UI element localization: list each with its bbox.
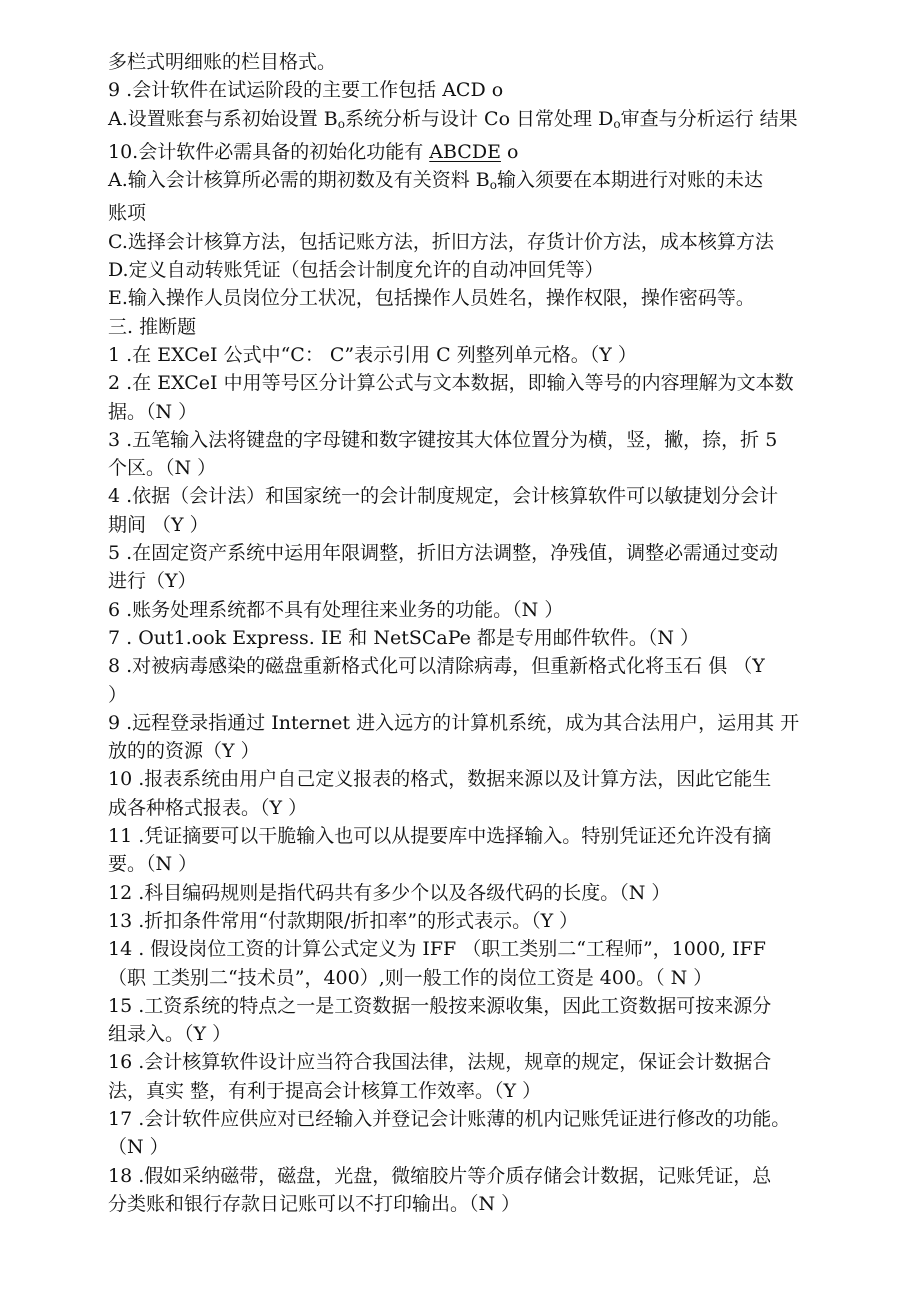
question-10-option-d: D.定义自动转账凭证（包括会计制度允许的自动冲回凭等） [108,259,604,282]
question-10: 10.会计软件必需具备的初始化功能有 ABCDE o [108,140,519,163]
judgment-6: 6 .账务处理系统都不具有处理往来业务的功能。（N ） [108,598,564,621]
text-line: 多栏式明细账的栏目格式。 [108,51,337,73]
judgment-4: 4 .依据（会计法）和国家统一的会计制度规定，会计核算软件可以敏捷划分会计 [108,485,779,508]
text-line: 个区。（N ） [108,457,217,480]
judgment-9: 9 .远程登录指通过 Internet 进入远方的计算机系统，成为其合法用户，运用其 开 [108,711,800,734]
judgment-2: 2 .在 EXCeI 中用等号区分计算公式与文本数据，即输入等号的内容理解为文本数 [108,372,794,395]
judgment-17: 17 .会计软件应供应对已经输入并登记会计账薄的机内记账凭证进行修改的功能。 [108,1107,791,1130]
judgment-8: 8 .对被病毒感染的磁盘重新格式化可以清除病毒，但重新格式化将玉石 俱 （Y [108,655,765,678]
text-line: ） [108,683,128,706]
text-line: 分类账和银行存款日记账可以不打印输出。（N ） [108,1192,521,1215]
judgment-7: 7 . Out1.ook Express. IE 和 NetSCaPe 都是专用邮件软件。（N ） [108,626,700,649]
section-heading: 三. 推断题 [108,315,197,338]
question-9-options: A.设置账套与系初始设置 $B_o$系统分析与设计 Co 日常处理 $D_o$审查与分析运行 结果 [108,107,798,131]
text-line: 进行（Y） [108,570,197,593]
text-line: 成各种格式报表。（Y ） [108,796,308,819]
text-line: 期间 （Y ） [108,513,209,536]
text-line: 账项 [108,202,147,225]
judgment-16: 16 .会计核算软件设计应当符合我国法律，法规，规章的规定，保证会计数据合 [108,1051,772,1074]
question-10-answer: ABCDE [429,140,501,163]
question-10-option-e: E.输入操作人员岗位分工状况，包括操作人员姓名，操作权限，操作密码等。 [108,287,755,310]
text-line: 据。（N ） [108,400,198,423]
text-line: 要。（N ） [108,853,198,876]
text-line: 组录入。（Y ） [108,1023,232,1046]
judgment-15: 15 .工资系统的特点之一是工资数据一般按来源收集，因此工资数据可按来源分 [108,994,772,1017]
judgment-10: 10 .报表系统由用户自己定义报表的格式，数据来源以及计算方法，因此它能生 [108,768,772,791]
text-line: （N ） [108,1136,169,1159]
judgment-11: 11 .凭证摘要可以干脆输入也可以从提要库中选择输入。特别凭证还允许没有摘 [108,825,772,848]
judgment-14: 14 . 假设岗位工资的计算公式定义为 IFF （职工类别二“工程师”，1000, IFF [108,938,766,961]
document-page [108,48,898,1218]
question-10-option-ab: A.输入会计核算所必需的期初数及有关资料 $B_o$输入须要在本期进行对账的未达 [108,169,764,193]
judgment-5: 5 .在固定资产系统中运用年限调整，折旧方法调整，净残值，调整必需通过变动 [108,542,779,565]
question-10-option-c: C.选择会计核算方法，包括记账方法，折旧方法，存货计价方法，成本核算方法 [108,230,774,253]
text-line: 法，真实 整，有利于提高会计核算工作效率。（Y ） [108,1079,542,1102]
judgment-1: 1 .在 EXCeI 公式中“C： C”表示引用 C 列整列单元格。（Y ） [108,343,637,366]
text-line: 放的的资源（Y ） [108,740,260,763]
judgment-3: 3 .五笔输入法将键盘的字母键和数字键按其大体位置分为横，竖，撇，捺，折 5 [108,428,778,451]
judgment-13: 13 .折扣条件常用“付款期限/折扣率”的形式表示。（Y ） [108,909,579,932]
judgment-18: 18 .假如采纳磁带，磁盘，光盘，微缩胶片等介质存储会计数据，记账凭证，总 [108,1164,772,1187]
question-9: 9 .会计软件在试运阶段的主要工作包括 ACD o [108,79,504,102]
text-line: （职 工类别二“技术员”，400）,则一般工作的岗位工资是 400。（ N ） [108,966,713,989]
judgment-12: 12 .科目编码规则是指代码共有多少个以及各级代码的长度。（N ） [108,881,671,904]
